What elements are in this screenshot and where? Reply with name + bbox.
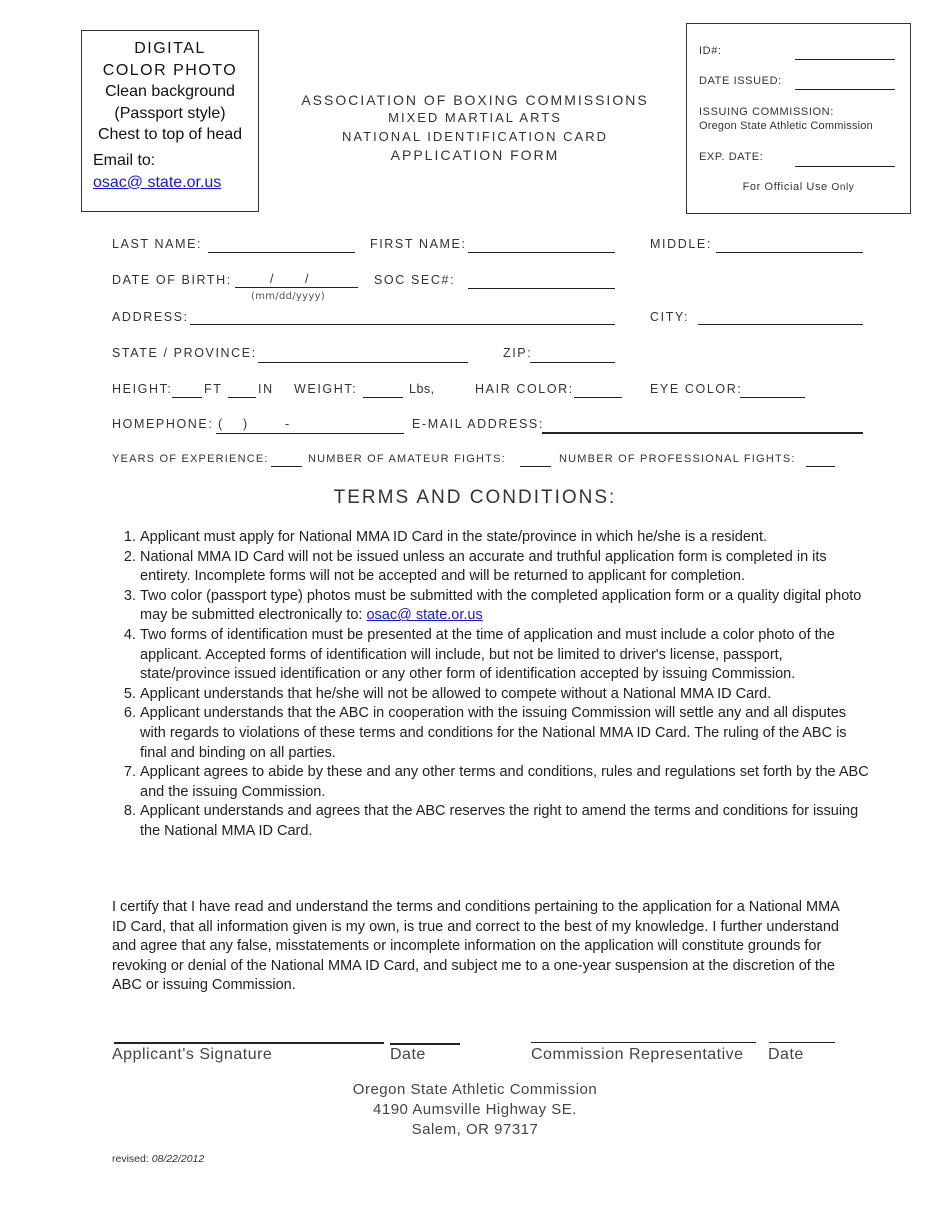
dob-label: DATE OF BIRTH:: [112, 273, 232, 287]
terms-item-6: 6. Applicant understands that the ABC in cooperation with the issuing Commission will settle any and all disputes with regards to violations of these terms and conditions for the National MMA ID Card. The ruling of the ABC is final and binding on all parties.: [140, 704, 870, 763]
terms-title: TERMS AND CONDITIONS:: [333, 487, 617, 508]
photo-line-1: DIGITAL: [134, 40, 206, 57]
terms-item-4: 4. Two forms of identification must be presented at the time of application and must include a color photo of the applicant. Accepted forms of identification will include, but not be limited to driver's license, passport, state/province issued identification or any other form of identification accepted by issuing Commission.: [140, 626, 870, 685]
terms-item-3: [140, 587, 870, 626]
amateur-fights-label: NUMBER OF AMATEUR FIGHTS:: [308, 453, 506, 465]
terms-item-5: 5. Applicant understands that he/she will not be allowed to compete without a National MMA ID Card.: [140, 685, 870, 705]
header-form: APPLICATION FORM: [390, 147, 560, 163]
soc-sec-field[interactable]: [468, 288, 615, 289]
city-label: CITY:: [650, 310, 690, 324]
city-field[interactable]: [698, 324, 863, 325]
date-issued-label: DATE ISSUED:: [699, 75, 782, 87]
commission-date-line[interactable]: [769, 1042, 835, 1043]
photo-box: [81, 30, 259, 212]
height-ft-unit: FT: [204, 382, 223, 396]
photo-line-5: Chest to top of head: [97, 126, 243, 143]
height-ft-field[interactable]: [172, 397, 202, 398]
photo-email-link[interactable]: osac@ state.or.us: [93, 173, 222, 191]
state-field[interactable]: [258, 362, 468, 363]
dob-field[interactable]: [235, 287, 358, 288]
date-issued-line[interactable]: [795, 89, 895, 90]
photo-line-4: (Passport style): [114, 104, 226, 122]
photo-instructions: [82, 38, 258, 146]
homephone-field[interactable]: [216, 433, 404, 434]
middle-label: MIDDLE:: [650, 237, 712, 251]
eye-color-label: EYE COLOR:: [650, 382, 743, 396]
header-org: ASSOCIATION OF BOXING COMMISSIONS: [301, 92, 649, 108]
applicant-date-line[interactable]: [390, 1043, 460, 1045]
phone-close-paren: ): [243, 417, 249, 431]
state-label: STATE / PROVINCE:: [112, 346, 257, 360]
terms-item-7: 7. Applicant agrees to abide by these and any other terms and conditions, rules and regulations set forth by the ABC and the issuing Commission.: [140, 763, 870, 802]
address-field[interactable]: [190, 324, 615, 325]
email-to-label: Email to:: [93, 151, 156, 169]
amateur-fights-field[interactable]: [520, 466, 551, 467]
commission-address: [0, 1080, 950, 1140]
dob-separator-2: /: [305, 272, 311, 286]
height-label: HEIGHT:: [112, 382, 173, 396]
applicant-date-label: Date: [390, 1046, 426, 1063]
issuing-commission-label: ISSUING COMMISSION:: [699, 106, 834, 118]
applicant-signature-label: Applicant's Signature: [112, 1046, 273, 1063]
professional-fights-label: NUMBER OF PROFESSIONAL FIGHTS:: [559, 453, 796, 465]
revised-note: [112, 1153, 204, 1165]
terms-item-3-text: Two color (passport type) photos must be submitted with the completed application form or a quality digital photo may be submitted electronically to:: [140, 587, 862, 624]
years-experience-field[interactable]: [271, 466, 302, 467]
address-line-3: Salem, OR 97317: [411, 1121, 539, 1138]
photo-line-3: Clean background: [105, 83, 235, 100]
issuing-commission-value: Oregon State Athletic Commission: [699, 120, 873, 132]
weight-field[interactable]: [363, 397, 403, 398]
certification-paragraph: I certify that I have read and understand the terms and conditions pertaining to the application for a National MMA ID Card, that all information given is my own, is true and correct to the best of my knowledge. I further understand and agree that any false, misstatements or incomplete information on the application will constitute grounds for revoking or denial of the National MMA ID Card, and subject me to a one-year suspension at the discretion of the ABC or issuing Commission.: [112, 899, 840, 994]
id-line[interactable]: [795, 59, 895, 60]
zip-field[interactable]: [530, 362, 615, 363]
terms-email-link[interactable]: osac@ state.or.us: [366, 607, 483, 624]
first-name-field[interactable]: [468, 252, 615, 253]
address-line-2: 4190 Aumsville Highway SE.: [373, 1101, 577, 1118]
official-use-box: [686, 23, 911, 214]
exp-date-label: EXP. DATE:: [699, 151, 764, 163]
homephone-label: HOMEPHONE:: [112, 417, 214, 431]
soc-sec-label: SOC SEC#:: [374, 273, 456, 287]
dob-separator-1: /: [270, 272, 276, 286]
terms-item-2: 2. National MMA ID Card will not be issued unless an accurate and truthful application form is completed in its entirety. Incomplete forms will not be accepted and will be returned to applicant for completion.: [140, 548, 870, 587]
weight-unit: Lbs,: [409, 382, 435, 396]
zip-label: ZIP:: [503, 346, 533, 360]
email-label: E-MAIL ADDRESS:: [412, 417, 544, 431]
last-name-field[interactable]: [208, 252, 355, 253]
years-experience-label: YEARS OF EXPERIENCE:: [112, 453, 269, 465]
revised-label: revised:: [112, 1153, 149, 1165]
form-header: [290, 91, 660, 165]
dob-format-hint: (mm/dd/yyyy): [251, 291, 325, 302]
official-use-text: For Official Use: [742, 181, 828, 193]
first-name-label: FIRST NAME:: [370, 237, 467, 251]
commission-signature-line[interactable]: [531, 1042, 756, 1043]
email-field[interactable]: [542, 432, 863, 434]
terms-item-8: 8. Applicant understands and agrees that the ABC reserves the right to amend the terms and conditions for issuing the National MMA ID Card.: [140, 802, 870, 841]
height-in-unit: IN: [258, 382, 274, 396]
header-sport: MIXED MARTIAL ARTS: [388, 110, 562, 125]
hair-color-label: HAIR COLOR:: [475, 382, 574, 396]
photo-line-2: COLOR PHOTO: [102, 61, 238, 79]
terms-list: [112, 528, 870, 842]
applicant-signature-line[interactable]: [114, 1042, 384, 1044]
last-name-label: LAST NAME:: [112, 237, 203, 251]
exp-date-line[interactable]: [795, 166, 895, 167]
eye-color-field[interactable]: [740, 397, 805, 398]
weight-label: WEIGHT:: [294, 382, 358, 396]
official-use-footer: [687, 181, 910, 193]
middle-name-field[interactable]: [716, 252, 863, 253]
terms-item-1: 1. Applicant must apply for National MMA ID Card in the state/province in which he/she is a resident.: [140, 528, 870, 548]
professional-fights-field[interactable]: [806, 466, 835, 467]
revised-date: 08/22/2012: [151, 1153, 205, 1165]
commission-date-label: Date: [768, 1046, 804, 1063]
height-in-field[interactable]: [228, 397, 256, 398]
phone-open-paren: (: [218, 417, 224, 431]
header-card: NATIONAL IDENTIFICATION CARD: [342, 129, 608, 144]
address-line-1: Oregon State Athletic Commission: [352, 1081, 598, 1098]
address-label: ADDRESS:: [112, 310, 189, 324]
photo-email: [93, 150, 258, 194]
id-label: ID#:: [699, 45, 722, 57]
official-use-only: Only: [831, 182, 855, 193]
phone-dash: -: [285, 417, 291, 431]
hair-color-field[interactable]: [574, 397, 622, 398]
commission-rep-label: Commission Representative: [531, 1046, 744, 1063]
